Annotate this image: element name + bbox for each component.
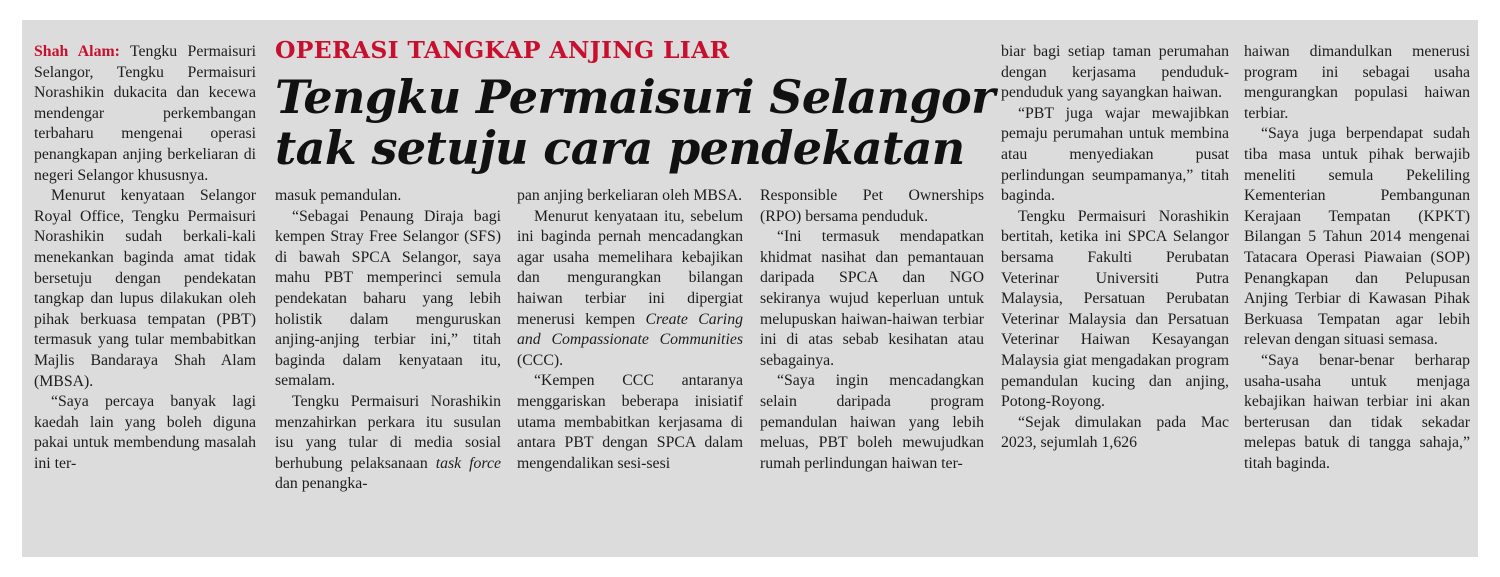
paragraph: Menurut kenyataan Selangor Royal Office, Tengku Permaisuri Norashikin sudah berkali-kali menekankan baginda amat tidak bersetuju dengan pendekatan tangkap dan lupus dilakukan oleh pihak berkuasa tempatan (PBT) termasuk yang tular membabitkan Majlis Bandaraya Shah Alam (MBSA).: [34, 187, 256, 390]
paragraph: “Saya juga berpendapat sudah tiba masa untuk pihak berwajib meneliti semula Pekeliling Kementerian Pembangunan Kerajaan Tempatan (KPKT) Bilangan 5 Tahun 2014 mengenai Tatacara Operasi Piawaian (SOP) Penangkapan dan Pelupusan Anjing Terbiar di Kawasan Pihak Berkuasa Tempatan agar lebih relevan dengan situasi semasa.: [1244, 125, 1470, 349]
paragraph: “Ini termasuk mendapatkan khidmat nasihat dan pemantauan daripada SPCA dan NGO sekiranya wujud keperluan untuk melupuskan haiwan-haiwan terbiar ini di atas sebab kesihatan atau sebagainya.: [760, 228, 984, 369]
paragraph-text: Tengku Permaisuri Norashikin menzahirkan perkara itu susulan isu yang tular di media sosial berhubung pelaksanaan: [275, 392, 501, 472]
paragraph: “Sejak dimulakan pada Mac 2023, sejumlah 1,626: [1001, 413, 1229, 452]
dateline: Shah Alam:: [34, 43, 120, 60]
column-6: [1244, 42, 1470, 474]
paragraph: “Saya benar-benar berharap usaha-usaha untuk menjaga kebajikan haiwan terbiar ini akan berterusan dan tidak sekadar melepas batuk di tangga sahaja,” titah baginda.: [1244, 351, 1470, 472]
column-4: [760, 186, 984, 474]
paragraph: “Saya percaya banyak lagi kaedah lain yang boleh diguna pakai untuk membendung masalah ini ter-: [34, 393, 256, 472]
paragraph-text: Tengku Permaisuri Selangor, Tengku Permaisuri Norashikin dukacita dan kecewa mendengar perkembangan terbaharu mengenai operasi penangkapan anjing berkeliaran di negeri Selangor khususnya.: [34, 43, 256, 184]
paragraph-text: dan penangka-: [275, 475, 368, 493]
paragraph: [34, 42, 256, 186]
column-1: [34, 42, 256, 474]
paragraph: Responsible Pet Ownerships (RPO) bersama penduduk.: [760, 187, 984, 225]
paragraph: biar bagi setiap taman perumahan dengan kerjasama penduduk-penduduk yang sayangkan haiwan.: [1001, 43, 1229, 102]
paragraph: [517, 207, 743, 372]
paragraph-text: (CCC).: [517, 351, 564, 369]
paragraph: masuk pemandulan.: [275, 187, 402, 204]
paragraph-text: Menurut kenyataan itu, sebelum ini baginda pernah mencadangkan agar usaha memelihara kebajikan dan mengurangkan bilangan haiwan terbiar ini dipergiat menerusi kempen: [517, 207, 743, 328]
italic-term: task force: [435, 454, 501, 472]
paragraph: “PBT juga wajar mewajibkan pemaju perumahan untuk membina atau menyediakan pusat perlindungan seumpamanya,” titah baginda.: [1001, 104, 1229, 205]
headline: [275, 72, 995, 174]
paragraph: “Sebagai Penaung Diraja bagi kempen Stray Free Selangor (SFS) di bawah SPCA Selangor, saya mahu PBT memperinci semula pendekatan baharu yang lebih holistik dalam menguruskan anjing-anjing terbiar ini,” titah baginda dalam kenyataan itu, semalam.: [275, 207, 501, 390]
headline-line-2: tak setuju cara pendekatan: [275, 121, 965, 175]
paragraph: “Kempen CCC antaranya menggariskan beberapa inisiatif utama membabitkan kerjasama di antara PBT dengan SPCA dalam mengendalikan sesi-sesi: [517, 372, 743, 472]
kicker: OPERASI TANGKAP ANJING LIAR: [275, 36, 730, 64]
paragraph: [275, 392, 501, 495]
paragraph: haiwan dimandulkan menerusi program ini sebagai usaha mengurangkan populasi haiwan terbiar.: [1244, 43, 1470, 122]
column-3: [517, 186, 743, 474]
column-2: [275, 186, 501, 495]
paragraph: “Saya ingin mencadangkan selain daripada program pemandulan haiwan yang lebih meluas, PBT boleh mewujudkan rumah perlindungan haiwan ter-: [760, 372, 984, 472]
headline-line-1: Tengku Permaisuri Selangor: [275, 70, 995, 124]
paragraph: Tengku Permaisuri Norashikin bertitah, ketika ini SPCA Selangor bersama Fakulti Perubatan Veterinar Universiti Putra Malaysia, Persatuan Perubatan Veterinar Malaysia dan Persatuan Veterinar Haiwan Kesayangan Malaysia giat mengadakan program pemandulan kucing dan anjing, Potong-Royong.: [1001, 207, 1229, 411]
column-5: [1001, 42, 1229, 454]
paragraph: pan anjing berkeliaran oleh MBSA.: [517, 187, 743, 204]
italic-term: Create Caring and Compassionate Communities: [517, 310, 743, 349]
